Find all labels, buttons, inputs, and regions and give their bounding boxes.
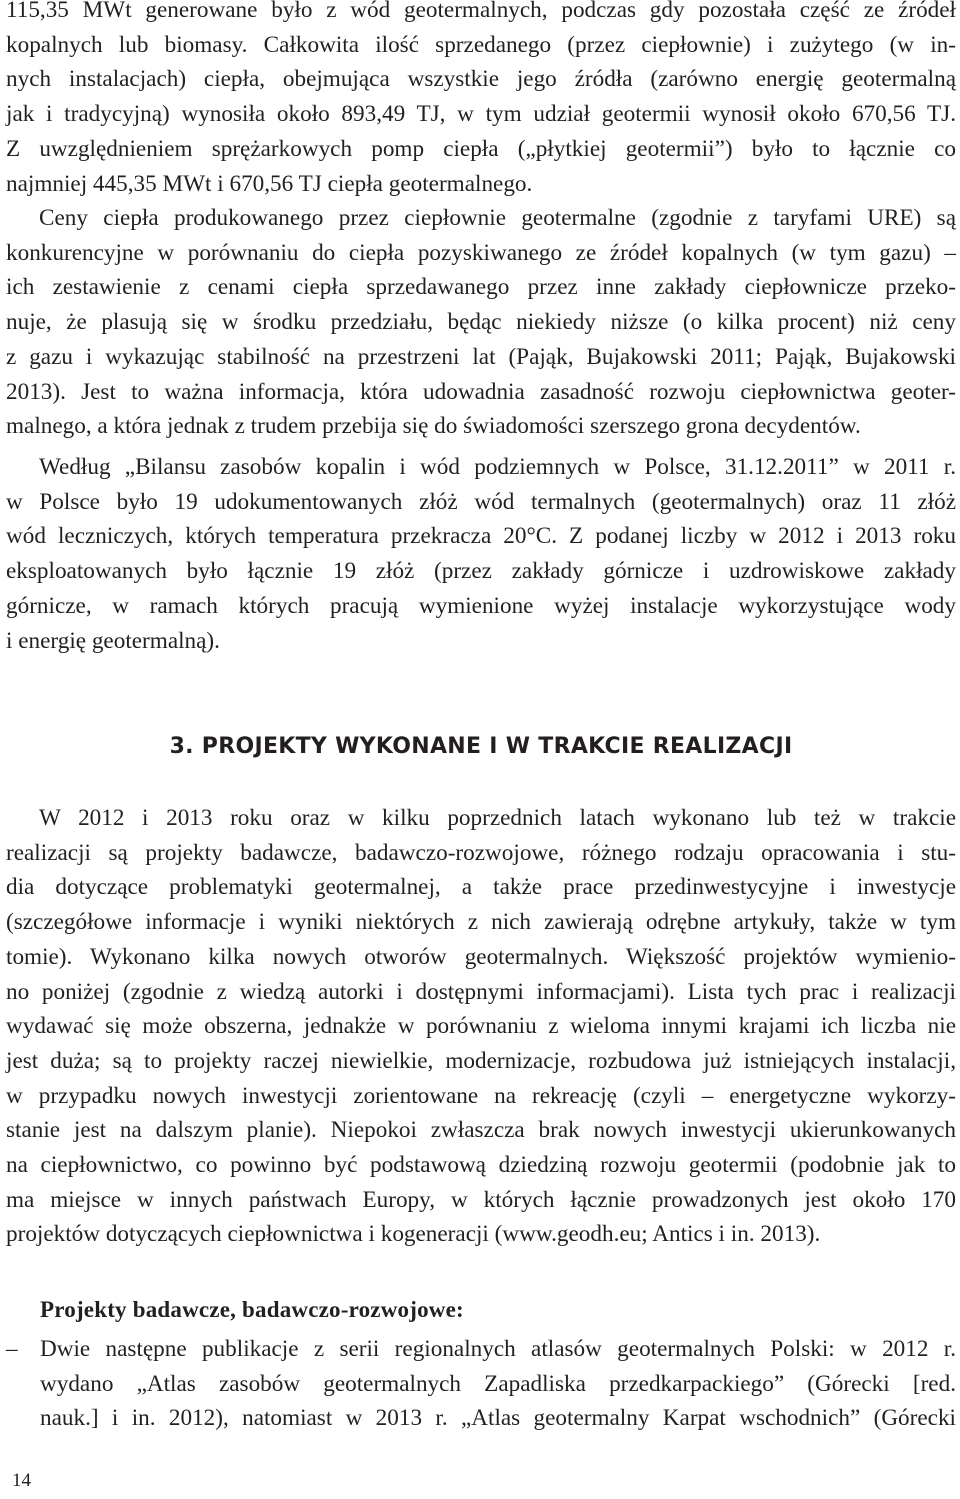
text-line: nuje, że plasują się w środku przedziału, będąc niekiedy niższe (o kilka procent) niż ceny: [6, 309, 956, 336]
text-line: wydano „Atlas zasobów geotermalnych Zapadliska przedkarpackiego” (Górecki [red.: [40, 1370, 956, 1397]
paragraph-3: [6, 450, 956, 658]
text-line: Według „Bilansu zasobów kopalin i wód podziemnych w Polsce, 31.12.2011” w 2011 r.: [39, 454, 956, 480]
paragraph-2: [6, 201, 956, 444]
text-line: eksploatowanych było łącznie 19 złóż (przez zakłady górnicze i uzdrowiskowe zakłady: [6, 558, 956, 585]
list-item-text: [40, 1332, 956, 1436]
text-line: na ciepłownictwo, co powinno być podstawową dziedziną rozwoju geotermii (podobnie jak to: [6, 1152, 956, 1179]
text-line: projektów dotyczących ciepłownictwa i kogeneracji (www.geodh.eu; Antics i in. 2013).: [6, 1221, 821, 1248]
text-line: (szczegółowe informacje i wyniki niektórych z nich zawierają odrębne artykuły, także w tym: [6, 909, 956, 936]
text-line: ich zestawienie z cenami ciepła sprzedawanego przez inne zakłady ciepłownicze przeko-: [6, 274, 956, 301]
text-line: realizacji są projekty badawcze, badawczo-rozwojowe, różnego rodzaju opracowania i stu-: [6, 839, 956, 866]
text-line: w Polsce było 19 udokumentowanych złóż wód termalnych (geotermalnych) oraz 11 złóż: [6, 488, 956, 515]
text-line: W 2012 i 2013 roku oraz w kilku poprzednich latach wykonano lub też w trakcie: [39, 805, 956, 831]
section-title: 3. PROJEKTY WYKONANE I W TRAKCIE REALIZACJI: [169, 734, 793, 759]
paragraph-1: [6, 0, 956, 201]
text-line: no poniżej (zgodnie z wiedzą autorki i dostępnymi informacjami). Lista tych prac i realizacji: [6, 978, 956, 1005]
text-line: Z uwzględnieniem sprężarkowych pomp ciepła („płytkiej geotermii”) było to łącznie co: [6, 135, 956, 162]
text-line: nych instalacjach) ciepła, obejmująca wszystkie jego źródła (zarówno energię geotermalną: [6, 66, 956, 93]
list-dash: –: [6, 1336, 18, 1362]
text-line: ma miejsce w innych państwach Europy, w których łącznie prowadzonych jest około 170: [6, 1186, 956, 1213]
text-line: Dwie następne publikacje z serii regionalnych atlasów geotermalnych Polski: w 2012 r.: [40, 1336, 956, 1362]
text-line: Ceny ciepła produkowanego przez ciepłownie geotermalne (zgodnie z taryfami URE) są: [39, 205, 956, 231]
text-line: w przypadku nowych inwestycji zorientowane na rekreację (czyli – energetyczne wykorzy-: [6, 1082, 956, 1109]
text-line: nauk.] i in. 2012), natomiast w 2013 r. „Atlas geotermalny Karpat wschodnich” (Górecki: [40, 1405, 956, 1432]
text-line: stanie jest na dalszym planie). Niepokoi zwłaszcza brak nowych inwestycji ukierunkowanych: [6, 1117, 956, 1144]
text-line: najmniej 445,35 MWt i 670,56 TJ ciepła geotermalnego.: [6, 170, 533, 197]
text-line: wód leczniczych, których temperatura przekracza 20°C. Z podanej liczby w 2012 i 2013 roku: [6, 523, 956, 550]
text-line: tomie). Wykonano kilka nowych otworów geotermalnych. Większość projektów wymienio-: [6, 943, 956, 970]
text-line: z gazu i wykazując stabilność na przestrzeni lat (Pająk, Bujakowski 2011; Pająk, Bujakowski: [6, 343, 956, 370]
text-line: konkurencyjne w porównaniu do ciepła pozyskiwanego ze źródeł kopalnych (w tym gazu) –: [6, 239, 956, 266]
text-line: jest duża; są to projekty raczej niewielkie, modernizacje, rozbudowa już istniejących instalacji,: [6, 1047, 956, 1074]
list-item: [6, 1332, 956, 1436]
text-line: 115,35 MWt generowane było z wód geotermalnych, podczas gdy pozostała część ze źródeł: [6, 0, 956, 23]
subheading-research-projects: Projekty badawcze, badawczo-rozwojowe:: [40, 1297, 464, 1322]
paragraph-4: [6, 801, 956, 1252]
text-line: i energię geotermalną).: [6, 627, 220, 654]
text-line: górnicze, w ramach których pracują wymienione wyżej instalacje wykorzystujące wody: [6, 592, 956, 619]
text-line: dia dotyczące problematyki geotermalnej, a także prace przedinwestycyjne i inwestycje: [6, 874, 956, 901]
text-line: jak i tradycyjną) wynosiła około 893,49 TJ, w tym udział geotermii wynosił około 670,56 TJ.: [6, 101, 956, 128]
page-number: 14: [12, 1470, 31, 1491]
text-line: malnego, a która jednak z trudem przebija się do świadomości szerszego grona decydentów.: [6, 413, 861, 440]
text-line: 2013). Jest to ważna informacja, która udowadnia zasadność rozwoju ciepłownictwa geoter-: [6, 378, 956, 405]
text-line: wydawać się może obszerna, jednakże w porównaniu z wieloma innymi krajami ich liczba nie: [6, 1013, 956, 1040]
text-line: kopalnych lub biomasy. Całkowita ilość sprzedanego (przez ciepłownie) i zużytego (w in-: [6, 31, 956, 58]
